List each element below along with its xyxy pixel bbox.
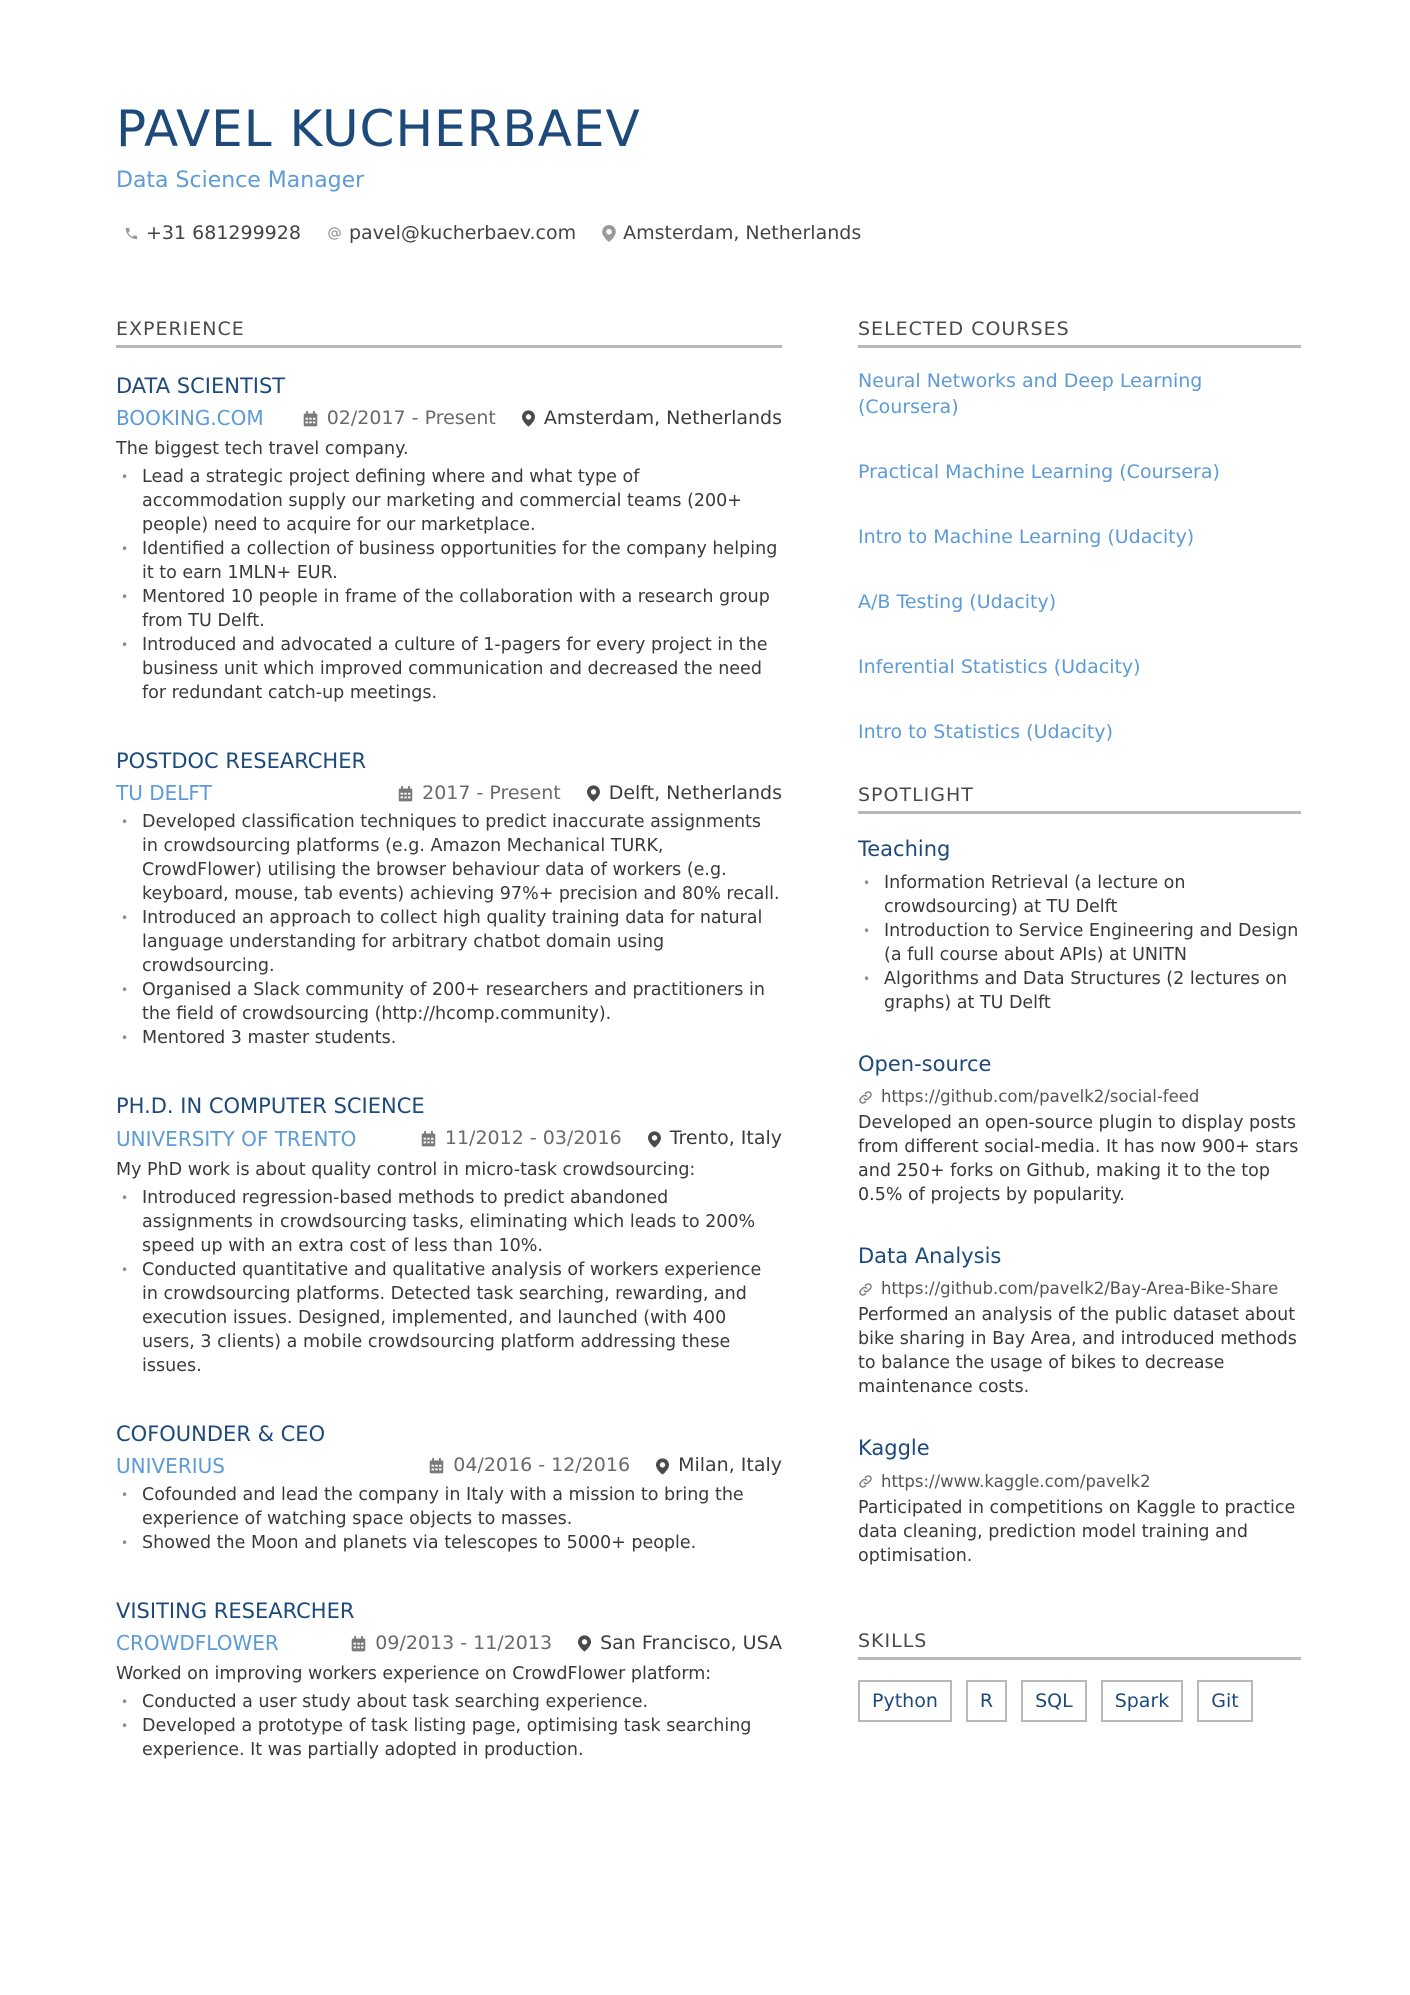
job-meta	[116, 1127, 782, 1152]
bullet-item: • Mentored 3 master students.	[116, 1026, 782, 1050]
skill-tag: R	[966, 1680, 1007, 1722]
calendar-icon	[429, 1458, 444, 1474]
bullet-item: • Information Retrieval (a lecture on crowdsourcing) at TU Delft	[858, 871, 1301, 919]
bullet-item: • Mentored 10 people in frame of the collaboration with a research group from TU Delft.	[116, 585, 782, 633]
job-entry	[116, 1598, 782, 1762]
job-location	[648, 1127, 782, 1151]
company-name: CROWDFLOWER	[116, 1631, 279, 1656]
phone-icon	[124, 226, 139, 241]
job-title: POSTDOC RESEARCHER	[116, 749, 367, 774]
map-pin-icon	[522, 410, 535, 427]
job-description: Worked on improving workers experience on CrowdFlower platform:	[116, 1664, 712, 1685]
bullet-item: • Lead a strategic project defining where and what type of accommodation supply our marketing and commercial teams (200+ people) need to acquire for our marketplace.	[116, 465, 782, 537]
company-name: UNIVERSITY OF TRENTO	[116, 1126, 357, 1151]
job-title: PH.D. IN COMPUTER SCIENCE	[116, 1094, 425, 1119]
location-text: Amsterdam, Netherlands	[623, 222, 862, 244]
job-entry	[116, 1093, 782, 1377]
spotlight-item	[858, 1051, 1301, 1207]
job-location	[578, 1632, 782, 1656]
spotlight-item	[858, 1435, 1301, 1567]
job-bullets	[116, 1690, 782, 1762]
bullet-item: • Algorithms and Data Structures (2 lectures on graphs) at TU Delft	[858, 967, 1301, 1015]
contact-email	[327, 222, 576, 244]
job-bullets	[116, 465, 782, 705]
job-location	[656, 1454, 782, 1478]
spotlight-link[interactable]	[858, 1278, 1301, 1300]
bullet-item: • Identified a collection of business opportunities for the company helping it to earn 1MLN+ EUR.	[116, 537, 782, 585]
job-location-text: Milan, Italy	[678, 1454, 782, 1477]
job-bullets	[116, 1186, 782, 1378]
skill-tag: Spark	[1101, 1680, 1184, 1722]
bullet-item: • Introduction to Service Engineering and Design (a full course about APIs) at UNITN	[858, 919, 1301, 967]
spotlight-description: Developed an open-source plugin to display posts from different social-media. It has now 900+ stars and 250+ forks on Github, making it to the top 0.5% of projects by popularity.	[858, 1113, 1299, 1206]
spotlight-link[interactable]	[858, 1471, 1301, 1493]
email-text[interactable]: pavel@kucherbaev.com	[348, 222, 577, 244]
spotlight-bullets	[858, 871, 1301, 1015]
skill-tag: SQL	[1021, 1680, 1087, 1722]
spotlight-section	[858, 784, 1301, 1568]
course-item: Neural Networks and Deep Learning (Coursera)	[858, 369, 1203, 418]
bullet-item: • Developed classification techniques to predict inaccurate assignments in crowdsourcing platforms (e.g. Amazon Mechanical TURK, CrowdFlower) utilising the browser behaviour data of workers (e.g. keyboard, mouse, tab events) achieving 97%+ precision and 80% recall.	[116, 810, 782, 906]
job-location	[522, 407, 782, 431]
job-title: COFOUNDER & CEO	[116, 1421, 326, 1446]
bullet-item: • Developed a prototype of task listing page, optimising task searching experience. It was partially adopted in production.	[116, 1714, 782, 1762]
skills-section	[858, 1630, 1301, 1722]
candidate-name: PAVEL KUCHERBAEV	[116, 100, 641, 158]
map-pin-icon	[587, 785, 600, 802]
job-entry	[116, 1421, 782, 1555]
bullet-item: • Introduced regression-based methods to predict abandoned assignments in crowdsourcing tasks, eliminating which leads to 200% speed up with an extra cost of less than 10%.	[116, 1186, 782, 1258]
spotlight-title: Open-source	[858, 1051, 992, 1076]
contact-phone	[124, 222, 301, 244]
job-dates	[351, 1632, 552, 1656]
job-location	[587, 782, 782, 806]
job-location-text: Amsterdam, Netherlands	[543, 406, 782, 429]
job-location-text: Delft, Netherlands	[608, 781, 782, 804]
map-pin-icon	[648, 1131, 661, 1148]
at-icon	[327, 226, 342, 241]
spotlight-link[interactable]	[858, 1086, 1301, 1108]
spotlight-title: Kaggle	[858, 1436, 930, 1461]
calendar-icon	[421, 1131, 436, 1147]
bullet-item: • Introduced an approach to collect high quality training data for natural language understanding for arbitrary chatbot domain using crowdsourcing.	[116, 906, 782, 978]
calendar-icon	[303, 411, 318, 427]
spotlight-item	[858, 836, 1301, 1015]
course-item: Intro to Machine Learning (Udacity)	[858, 525, 1195, 548]
spotlight-description: Performed an analysis of the public dataset about bike sharing in Bay Area, and introduced methods to balance the usage of bikes to decrease maintenance costs.	[858, 1305, 1297, 1398]
job-bullets	[116, 810, 782, 1050]
link-icon	[858, 1090, 873, 1105]
course-item: A/B Testing (Udacity)	[858, 590, 1057, 613]
job-meta	[116, 1631, 782, 1656]
spotlight-heading: SPOTLIGHT	[858, 784, 1301, 814]
skill-tag: Python	[858, 1680, 952, 1722]
job-description: My PhD work is about quality control in micro-task crowdsourcing:	[116, 1159, 696, 1180]
bullet-item: • Cofounded and lead the company in Italy with a mission to bring the experience of watching space objects to masses.	[116, 1483, 782, 1531]
skill-list	[858, 1680, 1301, 1722]
job-dates-text: 04/2016 - 12/2016	[453, 1454, 631, 1477]
job-meta	[116, 781, 782, 806]
job-bullets	[116, 1483, 782, 1555]
job-meta	[116, 406, 782, 431]
bullet-item: • Organised a Slack community of 200+ researchers and practitioners in the field of crowdsourcing (http://hcomp.community).	[116, 978, 782, 1026]
phone-text[interactable]: +31 681299928	[146, 222, 301, 244]
courses-heading: SELECTED COURSES	[858, 318, 1301, 348]
bullet-item: • Showed the Moon and planets via telescopes to 5000+ people.	[116, 1531, 782, 1555]
skills-heading: SKILLS	[858, 1630, 1301, 1660]
job-dates	[398, 782, 561, 806]
map-pin-icon	[602, 225, 616, 242]
skill-tag: Git	[1197, 1680, 1252, 1722]
company-name: BOOKING.COM	[116, 406, 264, 431]
course-item: Practical Machine Learning (Coursera)	[858, 460, 1220, 483]
map-pin-icon	[578, 1635, 591, 1652]
bullet-item: • Conducted a user study about task searching experience.	[116, 1690, 782, 1714]
link-icon	[858, 1282, 873, 1297]
company-name: TU DELFT	[116, 781, 212, 806]
job-meta	[116, 1454, 782, 1479]
calendar-icon	[351, 1636, 366, 1652]
spotlight-title: Data Analysis	[858, 1244, 1002, 1269]
job-dates-text: 09/2013 - 11/2013	[375, 1631, 553, 1654]
course-item: Inferential Statistics (Udacity)	[858, 655, 1141, 678]
spotlight-link-text[interactable]: https://www.kaggle.com/pavelk2	[881, 1471, 1151, 1491]
job-entry	[116, 748, 782, 1050]
job-description: The biggest tech travel company.	[116, 439, 409, 460]
experience-heading: EXPERIENCE	[116, 318, 782, 348]
candidate-role: Data Science Manager	[116, 168, 365, 193]
bullet-item: • Introduced and advocated a culture of 1-pagers for every project in the business unit which improved communication and decreased the need for redundant catch-up meetings.	[116, 633, 782, 705]
job-list	[116, 373, 782, 1762]
spotlight-list	[858, 836, 1301, 1568]
job-dates-text: 02/2017 - Present	[326, 406, 496, 429]
experience-column	[116, 318, 782, 1762]
spotlight-description: Participated in competitions on Kaggle to practice data cleaning, prediction model training and optimisation.	[858, 1497, 1296, 1566]
job-location-text: San Francisco, USA	[600, 1631, 782, 1654]
job-dates-text: 2017 - Present	[422, 781, 561, 804]
course-item: Intro to Statistics (Udacity)	[858, 720, 1114, 743]
contact-location	[602, 222, 861, 244]
job-dates	[303, 407, 496, 431]
job-dates	[421, 1127, 622, 1151]
sidebar-column	[858, 318, 1301, 1722]
job-entry	[116, 373, 782, 705]
calendar-icon	[398, 786, 413, 802]
course-list	[858, 368, 1301, 745]
job-title: VISITING RESEARCHER	[116, 1598, 355, 1623]
job-title: DATA SCIENTIST	[116, 373, 286, 398]
company-name: UNIVERIUS	[116, 1453, 225, 1478]
map-pin-icon	[656, 1458, 669, 1475]
link-icon	[858, 1474, 873, 1489]
job-dates-text: 11/2012 - 03/2016	[444, 1127, 622, 1150]
spotlight-link-text[interactable]: https://github.com/pavelk2/Bay-Area-Bike-Share	[881, 1279, 1279, 1299]
spotlight-item	[858, 1243, 1301, 1399]
spotlight-title: Teaching	[858, 836, 951, 861]
spotlight-link-text[interactable]: https://github.com/pavelk2/social-feed	[881, 1087, 1200, 1107]
job-location-text: Trento, Italy	[669, 1127, 782, 1150]
contact-bar	[124, 222, 861, 244]
bullet-item: • Conducted quantitative and qualitative analysis of workers experience in crowdsourcing platforms. Detected task searching, rewarding, and execution issues. Designed, implemented, and launched (with 400 users, 3 clients) a mobile crowdsourcing platform addressing these issues.	[116, 1258, 782, 1378]
job-dates	[429, 1454, 630, 1478]
